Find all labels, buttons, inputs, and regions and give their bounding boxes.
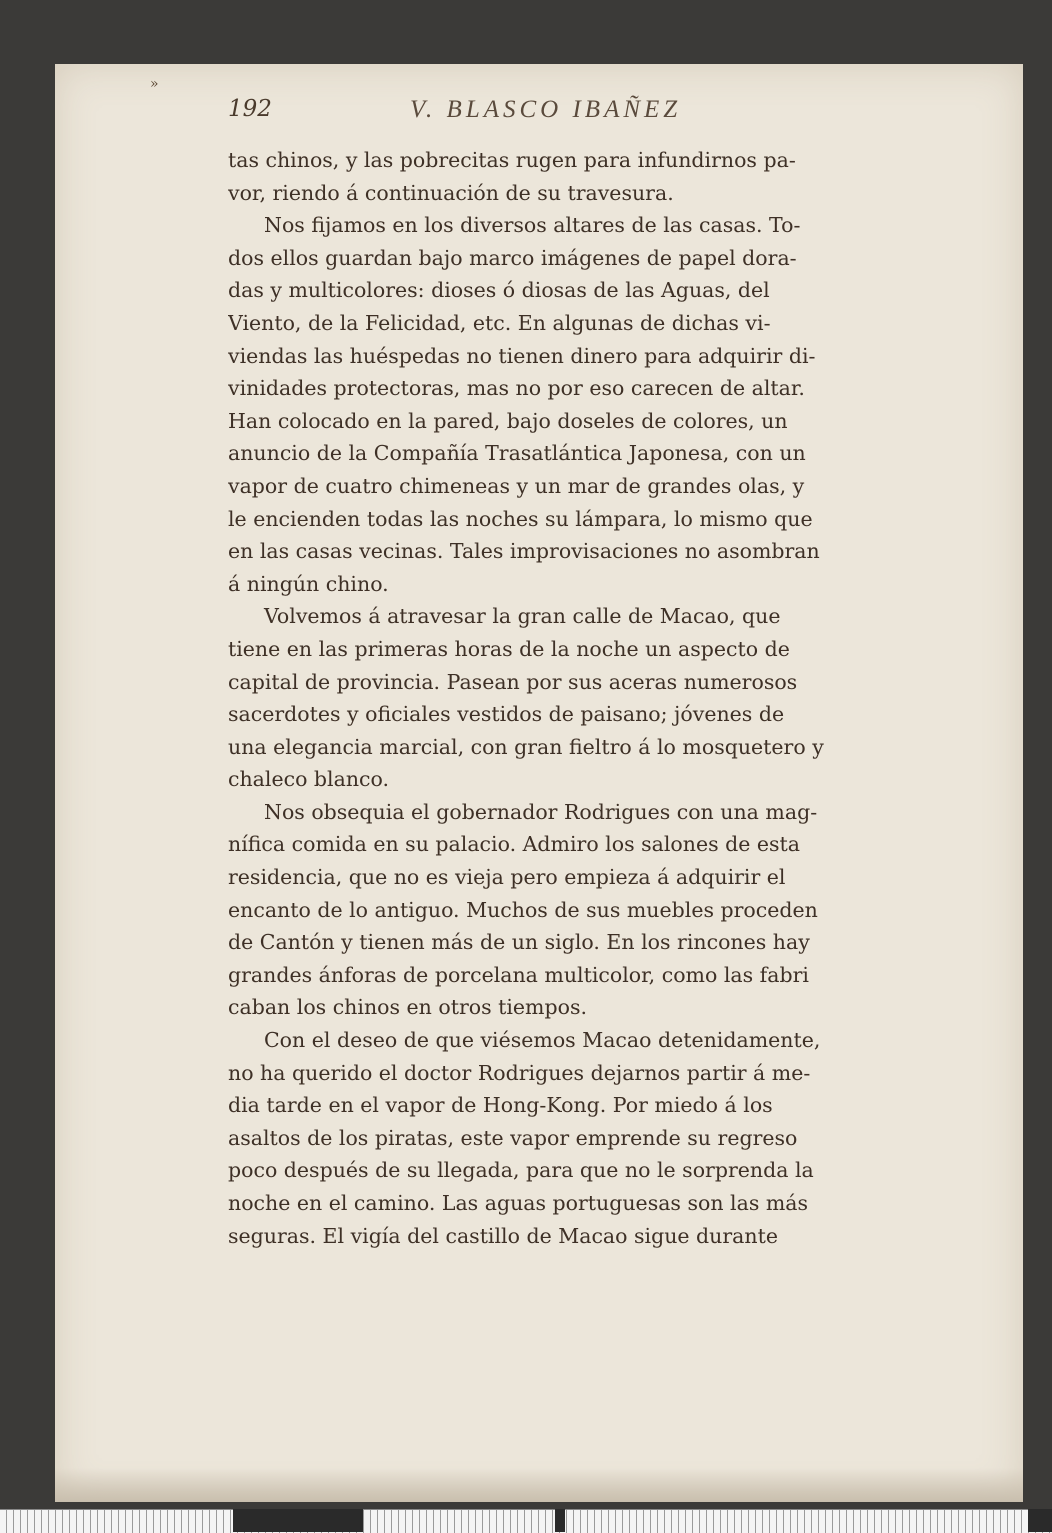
page-stain	[55, 1468, 1023, 1502]
text-line: dos ellos guardan bajo marco imágenes de papel dora-	[228, 245, 797, 270]
ruler-segment	[233, 1509, 363, 1532]
page-header	[228, 96, 908, 136]
text-line: nífica comida en su palacio. Admiro los salones de esta	[228, 832, 801, 857]
text-line: asaltos de los piratas, este vapor emprende su regreso	[228, 1125, 798, 1150]
text-line: vapor de cuatro chimeneas y un mar de grandes olas, y	[228, 473, 805, 498]
text-line: Viento, de la Felicidad, etc. En algunas de dichas vi-	[228, 310, 771, 335]
text-line: le encienden todas las noches su lámpara, lo mismo que	[228, 506, 813, 531]
text-line: en las casas vecinas. Tales improvisaciones no asombran	[228, 539, 820, 564]
text-line: Han colocado en la pared, bajo doseles de colores, un	[228, 408, 788, 433]
ruler-segment	[1028, 1509, 1052, 1532]
corner-mark-icon: »	[150, 76, 159, 92]
text-line: tas chinos, y las pobrecitas rugen para infundirnos pa-	[228, 148, 796, 172]
text-line: seguras. El vigía del castillo de Macao sigue durante	[228, 1223, 778, 1248]
text-line: chaleco blanco.	[228, 767, 390, 792]
ruler-segment	[555, 1509, 565, 1532]
page-number: 192	[228, 96, 272, 122]
text-line: noche en el camino. Las aguas portuguesas son las más	[228, 1191, 809, 1215]
text-line: no ha querido el doctor Rodrigues dejarnos partir á me-	[228, 1060, 811, 1085]
text-line: grandes ánforas de porcelana multicolor, como las fabri	[228, 962, 809, 987]
text-line: poco después de su llegada, para que no le sorprenda la	[228, 1158, 814, 1183]
text-line: viendas las huéspedas no tienen dinero para adquirir di-	[228, 343, 816, 368]
text-line: capital de provincia. Pasean por sus aceras numerosos	[228, 669, 798, 694]
text-line: de Cantón y tienen más de un siglo. En los rincones hay	[228, 930, 810, 955]
text-line: anuncio de la Compañía Trasatlántica Japonesa, con un	[228, 441, 806, 466]
running-head: V. BLASCO IBAÑEZ	[410, 96, 682, 123]
text-line: Con el deseo de que viésemos Macao detenidamente,	[264, 1028, 821, 1053]
text-line: residencia, que no es vieja pero empieza á adquirir el	[228, 865, 786, 890]
text-line: Nos obsequia el gobernador Rodrigues con una mag-	[264, 799, 818, 824]
text-line: Volvemos á atravesar la gran calle de Macao, que	[264, 604, 781, 629]
text-line: Nos fijamos en los diversos altares de las casas. To-	[264, 213, 801, 238]
text-line: tiene en las primeras horas de la noche un aspecto de	[228, 636, 790, 661]
text-line: encanto de lo antiguo. Muchos de sus muebles proceden	[228, 897, 818, 922]
text-line: sacerdotes y oficiales vestidos de paisano; jóvenes de	[228, 702, 785, 727]
text-line: vor, riendo á continuación de su travesura.	[228, 180, 674, 205]
text-line: vinidades protectoras, mas no por eso carecen de altar.	[228, 376, 805, 401]
text-line: das y multicolores: dioses ó diosas de las Aguas, del	[228, 278, 770, 303]
text-line: dia tarde en el vapor de Hong-Kong. Por miedo á los	[228, 1093, 773, 1118]
scale-ruler	[0, 1509, 1052, 1533]
text-line: á ningún chino.	[228, 571, 389, 596]
body-text	[228, 144, 908, 1252]
text-line: una elegancia marcial, con gran fieltro á lo mosquetero y	[228, 734, 824, 759]
text-line: caban los chinos en otros tiempos.	[228, 995, 588, 1020]
